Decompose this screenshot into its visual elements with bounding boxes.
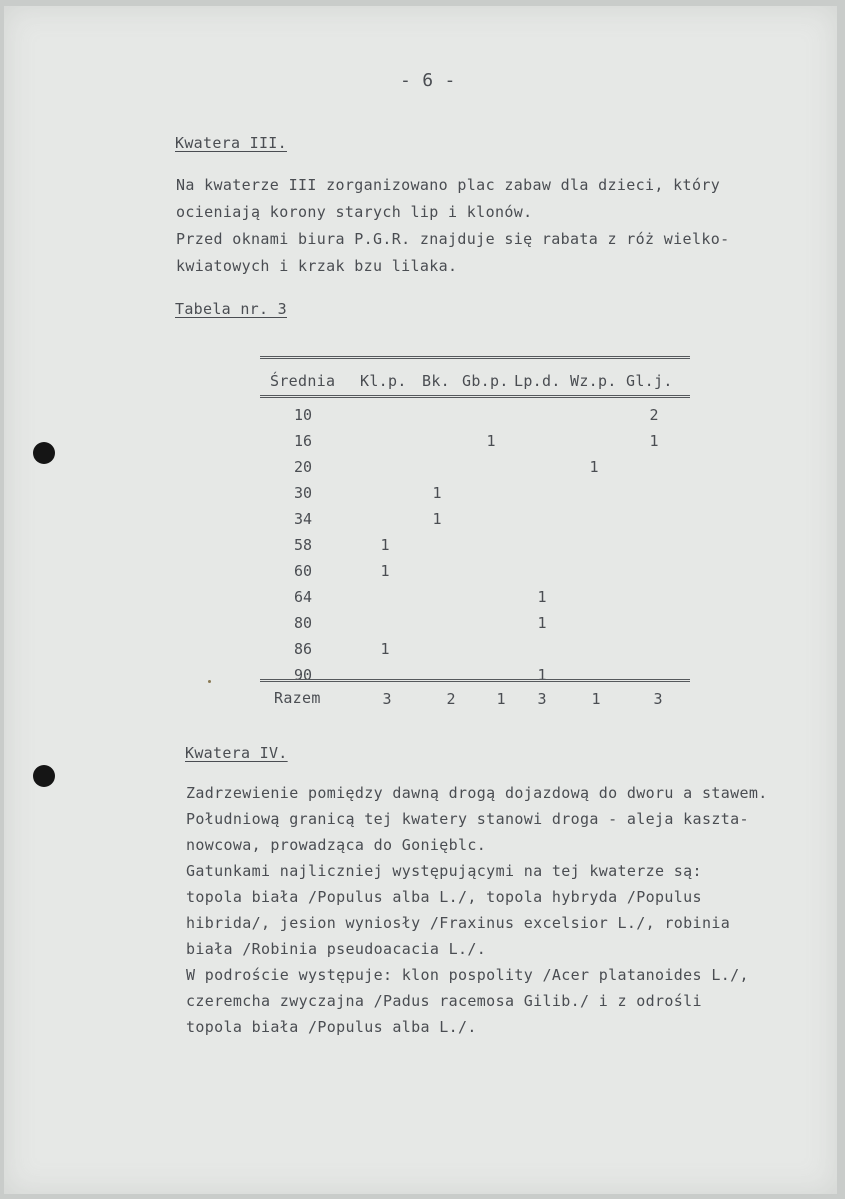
paragraph-line: Południową granicą tej kwatery stanowi droga - aleja kaszta- xyxy=(186,810,749,828)
table-total-cell: 1 xyxy=(496,690,506,708)
table-total-cell: 1 xyxy=(591,690,601,708)
paragraph-line: ocieniają korony starych lip i klonów. xyxy=(176,203,533,221)
table-cell: 1 xyxy=(380,536,390,554)
table-title: Tabela nr. 3 xyxy=(175,300,287,318)
paragraph-line: topola biała /Populus alba L./. xyxy=(186,1018,477,1036)
table-cell: 1 xyxy=(432,510,442,528)
table-cell: 1 xyxy=(589,458,599,476)
table-total-cell: 3 xyxy=(653,690,663,708)
paragraph-line: hibrida/, jesion wyniosły /Fraxinus excelsior L./, robinia xyxy=(186,914,731,932)
table-cell-srednia: 80 xyxy=(293,614,313,632)
table-total-cell: 3 xyxy=(537,690,547,708)
table-cell: 1 xyxy=(380,640,390,658)
section-heading-kwatera-4: Kwatera IV. xyxy=(185,744,288,762)
table-cell: 1 xyxy=(537,666,547,684)
column-header-gb-p: Gb.p. xyxy=(462,372,509,390)
table-cell-srednia: 90 xyxy=(293,666,313,684)
punch-hole-bottom xyxy=(33,765,55,787)
total-label: Razem xyxy=(274,689,321,707)
table-cell-srednia: 20 xyxy=(293,458,313,476)
column-header-gl-j: Gl.j. xyxy=(626,372,673,390)
paragraph-line: kwiatowych i krzak bzu lilaka. xyxy=(176,257,458,275)
paragraph-line: Na kwaterze III zorganizowano plac zabaw dla dzieci, który xyxy=(176,176,721,194)
column-header-kl-p: Kl.p. xyxy=(360,372,407,390)
column-header-lp-d: Lp.d. xyxy=(514,372,561,390)
table-cell-srednia: 60 xyxy=(293,562,313,580)
table-total-rule xyxy=(260,679,690,682)
document-page xyxy=(4,6,837,1194)
table-top-rule xyxy=(260,356,690,359)
paragraph-line: Zadrzewienie pomiędzy dawną drogą dojazdową do dworu a stawem. xyxy=(186,784,768,802)
paragraph-line: nowcowa, prowadząca do Gonięblc. xyxy=(186,836,487,854)
table-cell-srednia: 64 xyxy=(293,588,313,606)
table-cell-srednia: 16 xyxy=(293,432,313,450)
paragraph-line: Przed oknami biura P.G.R. znajduje się rabata z róż wielko- xyxy=(176,230,730,248)
paragraph-line: Gatunkami najliczniej występującymi na tej kwaterze są: xyxy=(186,862,702,880)
table-cell-srednia: 30 xyxy=(293,484,313,502)
paragraph-line: topola biała /Populus alba L./, topola hybryda /Populus xyxy=(186,888,702,906)
table-cell: 2 xyxy=(649,406,659,424)
section-heading-kwatera-3: Kwatera III. xyxy=(175,134,287,152)
paper-speck xyxy=(208,680,211,683)
column-header-bk: Bk. xyxy=(422,372,450,390)
table-cell: 1 xyxy=(537,614,547,632)
table-header-rule xyxy=(260,395,690,398)
table-total-cell: 3 xyxy=(382,690,392,708)
table-cell: 1 xyxy=(486,432,496,450)
table-cell: 1 xyxy=(380,562,390,580)
paragraph-line: W podroście występuje: klon pospolity /Acer platanoides L./, xyxy=(186,966,749,984)
punch-hole-top xyxy=(33,442,55,464)
table-cell: 1 xyxy=(432,484,442,502)
table-cell: 1 xyxy=(537,588,547,606)
column-header-wz-p: Wz.p. xyxy=(570,372,617,390)
paragraph-line: czeremcha zwyczajna /Padus racemosa Gilib./ i z odrośli xyxy=(186,992,702,1010)
column-header-srednia: Średnia xyxy=(270,372,336,390)
table-cell: 1 xyxy=(649,432,659,450)
table-cell-srednia: 58 xyxy=(293,536,313,554)
table-cell-srednia: 86 xyxy=(293,640,313,658)
paragraph-line: biała /Robinia pseudoacacia L./. xyxy=(186,940,487,958)
table-cell-srednia: 10 xyxy=(293,406,313,424)
table-cell-srednia: 34 xyxy=(293,510,313,528)
page-number: - 6 - xyxy=(400,70,456,91)
table-total-cell: 2 xyxy=(446,690,456,708)
